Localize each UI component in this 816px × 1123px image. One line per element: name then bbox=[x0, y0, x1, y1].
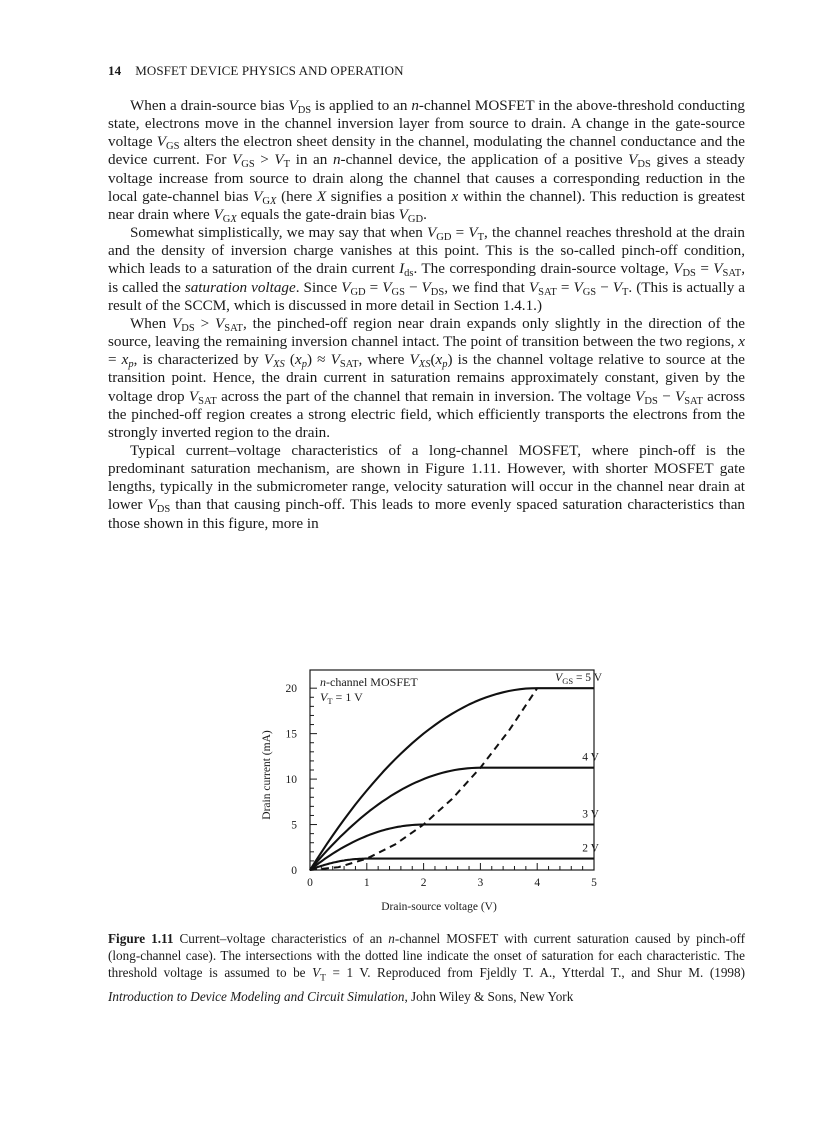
y-tick-label: 15 bbox=[285, 728, 297, 741]
x-tick-label: 0 bbox=[307, 877, 313, 889]
x-tick-label: 3 bbox=[477, 877, 484, 889]
iv-curve-2 bbox=[310, 768, 594, 870]
chart-annotation-device: n-channel MOSFET bbox=[320, 675, 418, 689]
y-tick-label: 10 bbox=[285, 774, 297, 787]
iv-curve-3 bbox=[310, 825, 594, 871]
paragraph-1: When a drain-source bias $V_{DS}$ is applied to an n-channel MOSFET in the above-threshold conducting state, electrons move in the channel inversion layer from source to drain. A change in the gate-source voltage $V_{GS}$ alters the electron sheet density in the channel, modulating the channel conductance and the device current. For $V_{GS} > V_T$ in an n-channel device, the application of a positive $V_{DS}$ gives a steady voltage increase from source to drain along the channel that causes a corresponding reduction in the local gate-channel bias $V_{GX}$ (here X signifies a position x within the channel). This reduction is greatest near drain where $V_{GX}$ equals the gate-drain bias $V_{GD}$. bbox=[108, 97, 745, 225]
figure-label: Figure 1.11 bbox=[108, 931, 174, 946]
page-header bbox=[108, 63, 404, 79]
curve-label-4: 2 V bbox=[582, 842, 599, 855]
paragraph-2: Somewhat simplistically, we may say that when $V_{GD} = V_T$, the channel reaches threshold at the drain and the density of inversion charge vanishes at this point. This is the so-called pinch-off condition, which leads to a saturation of the drain current $I_{ds}$. The corresponding drain-source voltage, $V_{DS} = V_{SAT}$, is called the saturation voltage. Since $V_{GD} = V_{GS} - V_{DS}$, we find that $V_{SAT} = V_{GS} - V_T$. (This is actually a result of the SCCM, which is discussed in more detail in Section 1.4.1.) bbox=[108, 224, 746, 314]
x-tick-label: 5 bbox=[591, 877, 597, 889]
curve-label-1: $V_{GS} = 5$ V bbox=[555, 672, 603, 687]
body-text bbox=[108, 97, 745, 533]
chart-annotation-threshold: $V_T = 1$ V bbox=[320, 690, 363, 706]
paragraph-4: Typical current–voltage characteristics of a long-channel MOSFET, where pinch-off is the predominant saturation mechanism, are shown in Figure 1.11. However, with shorter MOSFET gate lengths, typically in the submicrometer range, velocity saturation will occur in the channel near drain at lower $V_{DS}$ than that causing pinch-off. This leads to more evenly spaced saturation characteristics than those shown in this figure, more in bbox=[108, 441, 746, 532]
iv-curve-4 bbox=[310, 859, 594, 870]
chart-xlabel: Drain-source voltage (V) bbox=[381, 901, 497, 913]
x-tick-label: 2 bbox=[420, 877, 427, 889]
y-tick-label: 20 bbox=[285, 683, 297, 696]
running-title: MOSFET DEVICE PHYSICS AND OPERATION bbox=[135, 63, 404, 78]
figure-caption: Figure 1.11 Current–voltage characteristics of an n-channel MOSFET with current saturation caused by pinch-off (long-channel case). The intersections with the dotted line indicate the onset of saturation for each characteristic. The threshold voltage is assumed to be $V_T = 1$ V. Reproduced from Fjeldly T. A., Ytterdal T., and Shur M. (1998) Introduction to Device Modeling and Circuit Simulation, John Wiley & Sons, New York bbox=[108, 931, 746, 1005]
paragraph-3: When $V_{DS} > V_{SAT}$, the pinched-off region near drain expands only slightly in the direction of the source, leaving the remaining inversion channel intact. The point of transition between the two regions, $x = x_p$, is characterized by $V_{XS}$ $(x_p) \approx V_{SAT}$, where $V_{XS}(x_p)$ is the channel voltage relative to source at the transition point. Hence, the drain current in saturation remains approximately constant, given by the voltage drop $V_{SAT}$ across the part of the channel that remain in inversion. The voltage $V_{DS} - V_{SAT}$ across the pinched-off region creates a strong electric field, which efficiently transports the electrons from the strongly inverted region to the drain. bbox=[108, 314, 746, 441]
curve-label-3: 3 V bbox=[582, 808, 599, 821]
x-tick-label: 1 bbox=[363, 877, 370, 889]
figure-1-11 bbox=[250, 660, 610, 920]
iv-chart bbox=[250, 660, 610, 920]
y-tick-label: 5 bbox=[291, 819, 297, 832]
y-tick-label: 0 bbox=[291, 865, 297, 877]
chart-ylabel: Drain current (mA) bbox=[261, 730, 273, 820]
page-number: 14 bbox=[108, 63, 122, 78]
curve-label-2: 4 V bbox=[582, 751, 599, 764]
x-tick-label: 4 bbox=[534, 877, 541, 889]
